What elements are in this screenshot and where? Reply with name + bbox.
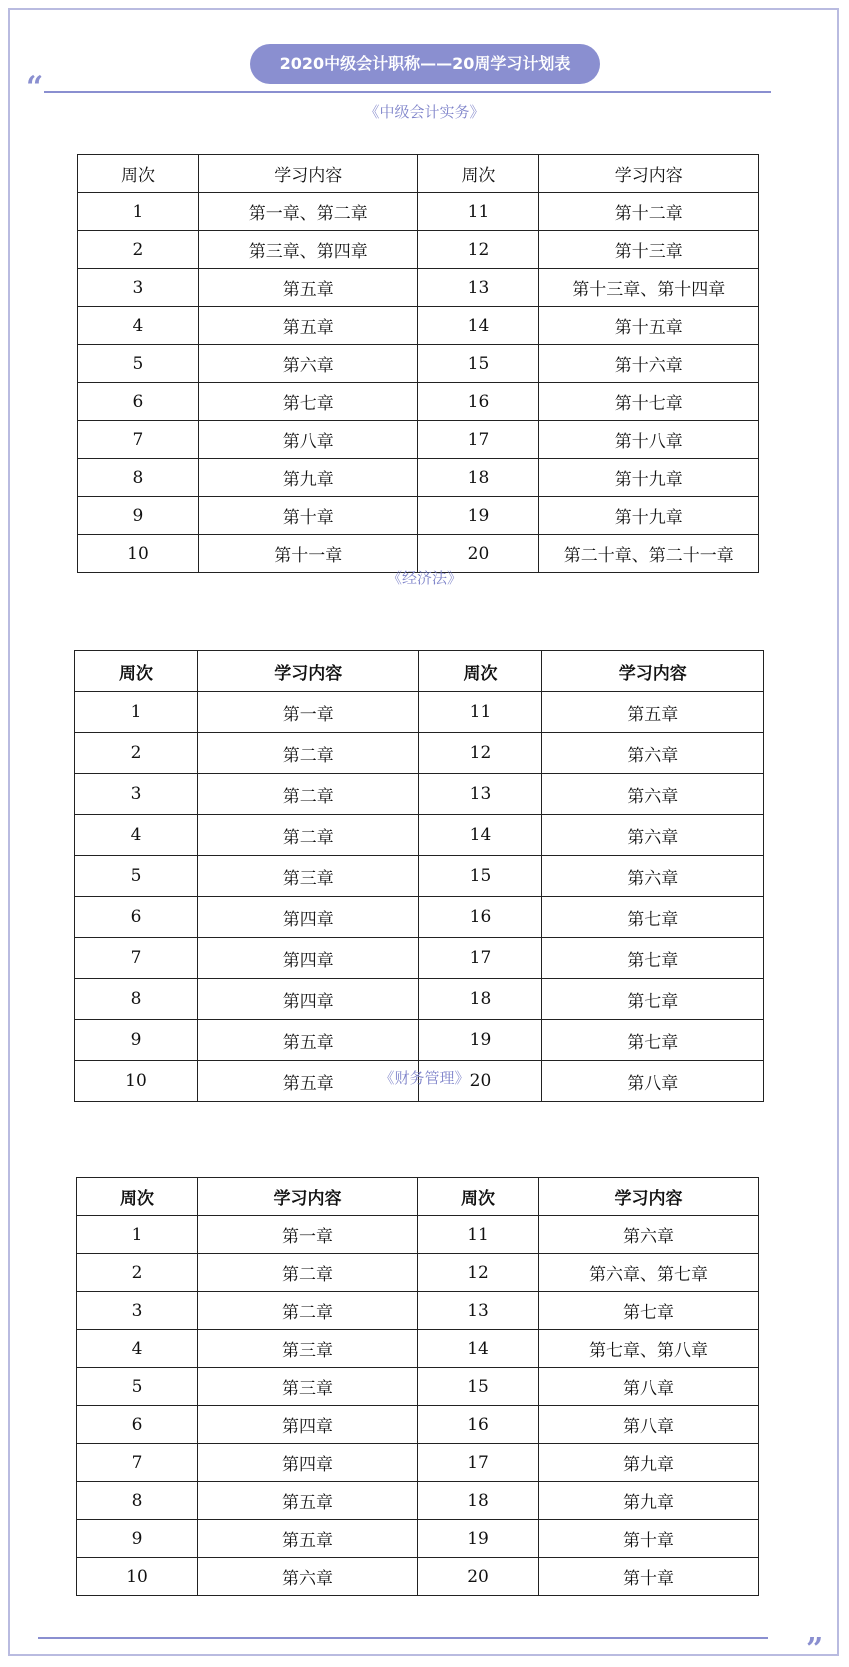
week-cell: 18 (417, 1482, 538, 1520)
content-cell: 第十五章 (539, 307, 759, 345)
table-row (75, 815, 764, 856)
week-cell: 9 (77, 1520, 198, 1558)
table-row (75, 856, 764, 897)
content-cell: 第二章 (197, 774, 419, 815)
table-row (77, 1330, 759, 1368)
table-row (78, 231, 759, 269)
study-plan-table-financial-management (76, 1177, 759, 1596)
content-cell: 第七章 (542, 938, 764, 979)
week-cell: 19 (417, 1520, 538, 1558)
table-header-row (78, 155, 759, 193)
week-cell: 17 (417, 1444, 538, 1482)
week-cell: 7 (78, 421, 199, 459)
content-cell: 第十三章 (539, 231, 759, 269)
week-cell: 12 (417, 1254, 538, 1292)
table-row (77, 1558, 759, 1596)
table-row (75, 979, 764, 1020)
week-cell: 17 (418, 421, 539, 459)
content-cell: 第六章 (198, 345, 418, 383)
content-cell: 第三章 (198, 1368, 418, 1406)
table-header-row (77, 1178, 759, 1216)
content-cell: 第十章 (539, 1558, 759, 1596)
week-cell: 20 (418, 535, 539, 573)
header-content: 学习内容 (198, 155, 418, 193)
content-cell: 第五章 (198, 269, 418, 307)
week-cell: 8 (78, 459, 199, 497)
content-cell: 第十九章 (539, 459, 759, 497)
table-row (75, 1020, 764, 1061)
header-week: 周次 (77, 1178, 198, 1216)
table-header-row (75, 651, 764, 692)
content-cell: 第六章 (542, 815, 764, 856)
table-row (78, 269, 759, 307)
week-cell: 8 (77, 1482, 198, 1520)
table-row (77, 1482, 759, 1520)
week-cell: 10 (75, 1061, 198, 1102)
week-cell: 16 (419, 897, 542, 938)
content-cell: 第六章 (542, 856, 764, 897)
content-cell: 第四章 (197, 897, 419, 938)
table-row (75, 774, 764, 815)
week-cell: 14 (418, 307, 539, 345)
week-cell: 16 (417, 1406, 538, 1444)
table-row (77, 1520, 759, 1558)
content-cell: 第九章 (539, 1482, 759, 1520)
week-cell: 13 (419, 774, 542, 815)
week-cell: 6 (75, 897, 198, 938)
header-week: 周次 (75, 651, 198, 692)
content-cell: 第八章 (539, 1368, 759, 1406)
week-cell: 1 (78, 193, 199, 231)
content-cell: 第五章 (198, 1482, 418, 1520)
week-cell: 17 (419, 938, 542, 979)
week-cell: 3 (78, 269, 199, 307)
table-row (77, 1444, 759, 1482)
study-plan-table-economic-law (74, 650, 764, 1102)
table-row (75, 938, 764, 979)
content-cell: 第四章 (198, 1406, 418, 1444)
content-cell: 第十八章 (539, 421, 759, 459)
table-row (78, 345, 759, 383)
content-cell: 第二十章、第二十一章 (539, 535, 759, 573)
table-row (78, 307, 759, 345)
open-quote-mark: “ (26, 70, 44, 105)
content-cell: 第十六章 (539, 345, 759, 383)
week-cell: 20 (417, 1558, 538, 1596)
week-cell: 10 (77, 1558, 198, 1596)
week-cell: 4 (77, 1330, 198, 1368)
week-cell: 15 (418, 345, 539, 383)
content-cell: 第五章 (197, 1020, 419, 1061)
content-cell: 第七章 (539, 1292, 759, 1330)
content-cell: 第九章 (198, 459, 418, 497)
content-cell: 第二章 (197, 733, 419, 774)
content-cell: 第一章 (197, 692, 419, 733)
content-cell: 第六章 (198, 1558, 418, 1596)
table-row (78, 193, 759, 231)
table-row (78, 421, 759, 459)
week-cell: 3 (75, 774, 198, 815)
week-cell: 10 (78, 535, 199, 573)
content-cell: 第六章、第七章 (539, 1254, 759, 1292)
header-content: 学习内容 (539, 155, 759, 193)
content-cell: 第五章 (542, 692, 764, 733)
week-cell: 7 (75, 938, 198, 979)
content-cell: 第四章 (197, 938, 419, 979)
content-cell: 第四章 (197, 979, 419, 1020)
close-quote-mark: ” (806, 1632, 824, 1667)
week-cell: 11 (417, 1216, 538, 1254)
table-row (75, 692, 764, 733)
week-cell: 7 (77, 1444, 198, 1482)
header-week: 周次 (417, 1178, 538, 1216)
content-cell: 第六章 (542, 733, 764, 774)
content-cell: 第三章、第四章 (198, 231, 418, 269)
week-cell: 18 (419, 979, 542, 1020)
content-cell: 第六章 (539, 1216, 759, 1254)
week-cell: 6 (78, 383, 199, 421)
week-cell: 9 (78, 497, 199, 535)
week-cell: 19 (418, 497, 539, 535)
week-cell: 13 (418, 269, 539, 307)
content-cell: 第十章 (198, 497, 418, 535)
section-title-financial-management: 《财务管理》 (379, 1069, 470, 1087)
header-week: 周次 (78, 155, 199, 193)
content-cell: 第二章 (198, 1292, 418, 1330)
week-cell: 2 (78, 231, 199, 269)
table-row (77, 1292, 759, 1330)
week-cell: 19 (419, 1020, 542, 1061)
header-content: 学习内容 (197, 651, 419, 692)
content-cell: 第八章 (542, 1061, 764, 1102)
table-row (77, 1368, 759, 1406)
week-cell: 11 (419, 692, 542, 733)
content-cell: 第一章 (198, 1216, 418, 1254)
content-cell: 第十七章 (539, 383, 759, 421)
content-cell: 第七章、第八章 (539, 1330, 759, 1368)
week-cell: 14 (419, 815, 542, 856)
week-cell: 20 (419, 1061, 542, 1102)
week-cell: 12 (419, 733, 542, 774)
content-cell: 第一章、第二章 (198, 193, 418, 231)
header-content: 学习内容 (542, 651, 764, 692)
week-cell: 8 (75, 979, 198, 1020)
week-cell: 15 (417, 1368, 538, 1406)
week-cell: 1 (77, 1216, 198, 1254)
content-cell: 第八章 (539, 1406, 759, 1444)
section-title-economic-law: 《经济法》 (386, 569, 462, 587)
week-cell: 5 (77, 1368, 198, 1406)
content-cell: 第五章 (198, 307, 418, 345)
week-cell: 11 (418, 193, 539, 231)
section-title-accounting: 《中级会计实务》 (364, 103, 485, 121)
content-cell: 第七章 (542, 1020, 764, 1061)
week-cell: 5 (78, 345, 199, 383)
header-week: 周次 (418, 155, 539, 193)
table-row (78, 497, 759, 535)
week-cell: 2 (75, 733, 198, 774)
week-cell: 13 (417, 1292, 538, 1330)
table-row (77, 1254, 759, 1292)
study-plan-table-accounting (77, 154, 759, 573)
content-cell: 第七章 (198, 383, 418, 421)
bottom-divider (38, 1637, 768, 1639)
table-row (75, 897, 764, 938)
week-cell: 16 (418, 383, 539, 421)
week-cell: 5 (75, 856, 198, 897)
content-cell: 第八章 (198, 421, 418, 459)
content-cell: 第二章 (198, 1254, 418, 1292)
page-title: 2020中级会计职称——20周学习计划表 (250, 44, 600, 84)
week-cell: 9 (75, 1020, 198, 1061)
content-cell: 第十三章、第十四章 (539, 269, 759, 307)
content-cell: 第二章 (197, 815, 419, 856)
content-cell: 第七章 (542, 897, 764, 938)
content-cell: 第十二章 (539, 193, 759, 231)
content-cell: 第五章 (198, 1520, 418, 1558)
content-cell: 第六章 (542, 774, 764, 815)
week-cell: 4 (75, 815, 198, 856)
table-row (78, 459, 759, 497)
content-cell: 第十九章 (539, 497, 759, 535)
week-cell: 4 (78, 307, 199, 345)
week-cell: 1 (75, 692, 198, 733)
top-divider (44, 91, 771, 93)
table-row (77, 1406, 759, 1444)
content-cell: 第十章 (539, 1520, 759, 1558)
week-cell: 18 (418, 459, 539, 497)
table-row (78, 383, 759, 421)
content-cell: 第三章 (198, 1330, 418, 1368)
content-cell: 第四章 (198, 1444, 418, 1482)
week-cell: 6 (77, 1406, 198, 1444)
week-cell: 12 (418, 231, 539, 269)
week-cell: 14 (417, 1330, 538, 1368)
week-cell: 15 (419, 856, 542, 897)
header-content: 学习内容 (198, 1178, 418, 1216)
content-cell: 第七章 (542, 979, 764, 1020)
table-row (75, 733, 764, 774)
week-cell: 2 (77, 1254, 198, 1292)
content-cell: 第三章 (197, 856, 419, 897)
table-row (77, 1216, 759, 1254)
week-cell: 3 (77, 1292, 198, 1330)
content-cell: 第十一章 (198, 535, 418, 573)
content-cell: 第九章 (539, 1444, 759, 1482)
header-week: 周次 (419, 651, 542, 692)
header-content: 学习内容 (539, 1178, 759, 1216)
content-cell: 第五章 (197, 1061, 419, 1102)
